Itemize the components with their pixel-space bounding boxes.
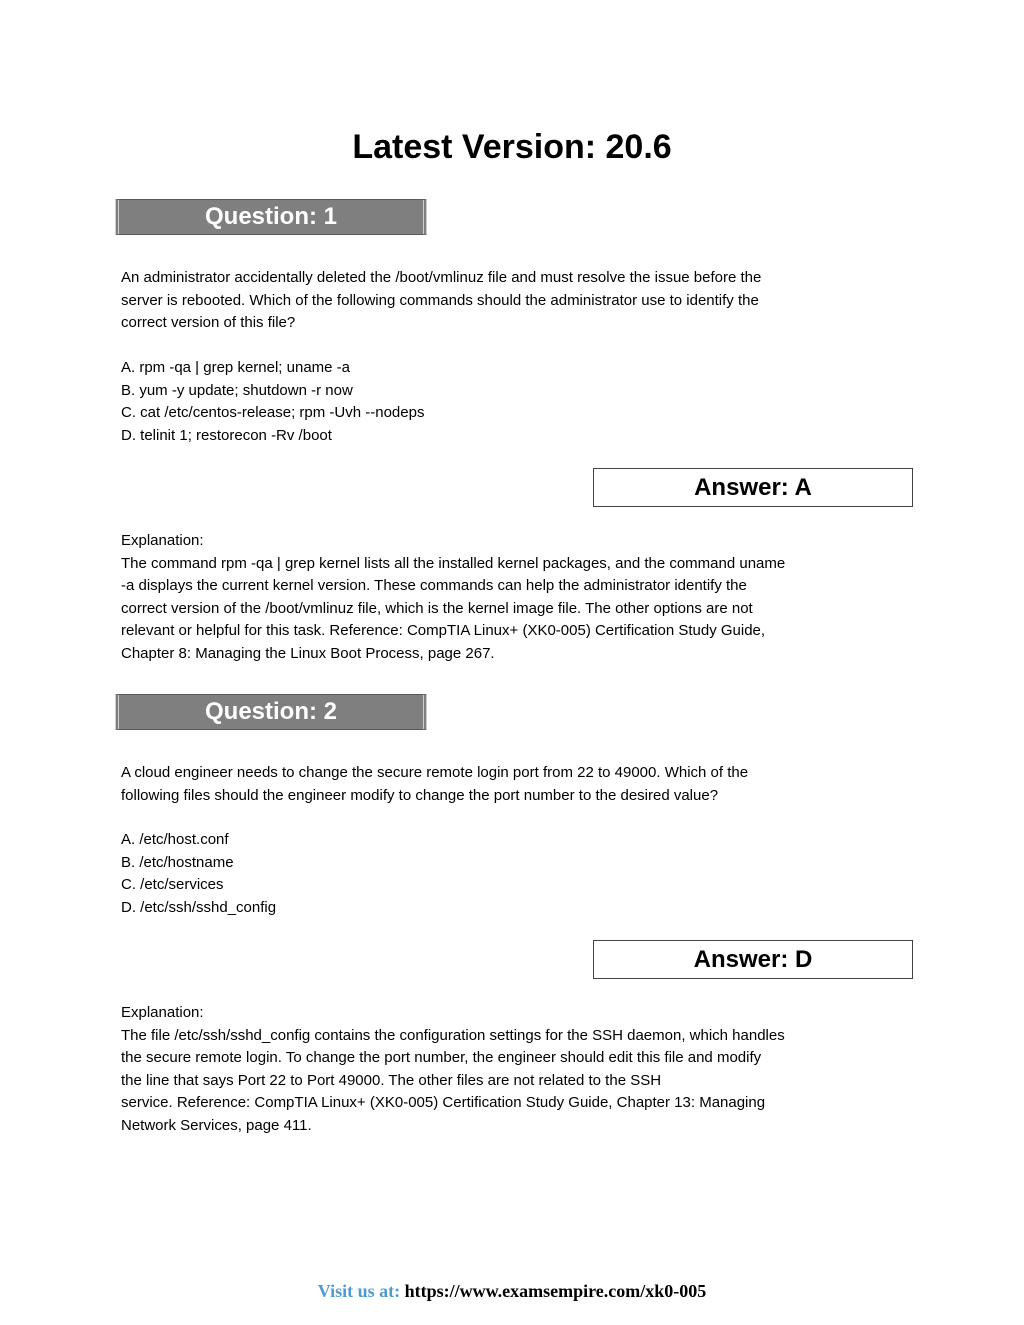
question-1-options	[121, 357, 901, 447]
explanation-line: The file /etc/ssh/sshd_config contains the configuration settings for the SSH daemon, which handles	[121, 1026, 785, 1044]
question-2-banner	[115, 694, 427, 730]
question-2-option-d: D. /etc/ssh/sshd_config	[121, 898, 277, 916]
question-1-answer-box	[593, 468, 913, 507]
footer-url-link[interactable]: https://www.examsempire.com/xk0-005	[404, 1281, 707, 1301]
question-1-explanation	[121, 530, 901, 665]
question-1-option-d: D. telinit 1; restorecon -Rv /boot	[121, 426, 332, 444]
question-2-answer: Answer: D	[693, 946, 813, 973]
question-2-answer-box	[593, 940, 913, 979]
question-1-option-b: B. yum -y update; shutdown -r now	[121, 381, 353, 399]
explanation-label: Explanation:	[121, 1004, 204, 1021]
question-1-body-line: server is rebooted. Which of the following commands should the administrator use to identify the	[121, 291, 759, 309]
explanation-line: the secure remote login. To change the port number, the engineer should edit this file and modify	[121, 1049, 762, 1066]
footer-label: Visit us at:	[317, 1281, 401, 1301]
question-2-body-line: A cloud engineer needs to change the secure remote login port from 22 to 49000. Which of the	[121, 764, 749, 781]
explanation-line: correct version of the /boot/vmlinuz file, which is the kernel image file. The other options are not	[121, 599, 753, 617]
question-2-option-c: C. /etc/services	[121, 876, 224, 893]
explanation-line: service. Reference: CompTIA Linux+ (XK0-005) Certification Study Guide, Chapter 13: Managing	[121, 1094, 766, 1111]
question-1-body	[121, 267, 901, 335]
question-2-body-line: following files should the engineer modify to change the port number to the desired value?	[121, 786, 719, 804]
question-2-explanation	[121, 1002, 901, 1137]
explanation-line: Chapter 8: Managing the Linux Boot Process, page 267.	[121, 644, 495, 662]
question-1-body-line: An administrator accidentally deleted the /boot/vmlinuz file and must resolve the issue before the	[121, 269, 762, 286]
footer	[0, 1281, 1024, 1302]
page-title: Latest Version: 20.6	[352, 128, 672, 166]
question-1-heading: Question: 1	[204, 203, 337, 230]
explanation-line: relevant or helpful for this task. Reference: CompTIA Linux+ (XK0-005) Certification Study Guide,	[121, 622, 766, 639]
question-1-option-a: A. rpm -qa | grep kernel; uname -a	[121, 359, 350, 376]
question-2-heading: Question: 2	[204, 698, 337, 725]
question-1-answer: Answer: A	[694, 474, 812, 501]
explanation-line: The command rpm -qa | grep kernel lists all the installed kernel packages, and the command uname	[121, 554, 786, 572]
question-1-body-line: correct version of this file?	[121, 314, 296, 331]
explanation-line: -a displays the current kernel version. These commands can help the administrator identify the	[121, 577, 747, 594]
explanation-label: Explanation:	[121, 532, 204, 549]
question-2-option-a: A. /etc/host.conf	[121, 831, 229, 848]
explanation-line: the line that says Port 22 to Port 49000. The other files are not related to the SSH	[121, 1071, 662, 1089]
question-1-banner	[115, 199, 427, 235]
explanation-line: Network Services, page 411.	[121, 1116, 312, 1134]
question-1-option-c: C. cat /etc/centos-release; rpm -Uvh --nodeps	[121, 404, 425, 421]
question-2-body	[121, 762, 901, 807]
question-2-option-b: B. /etc/hostname	[121, 853, 234, 871]
question-2-options	[121, 829, 901, 919]
